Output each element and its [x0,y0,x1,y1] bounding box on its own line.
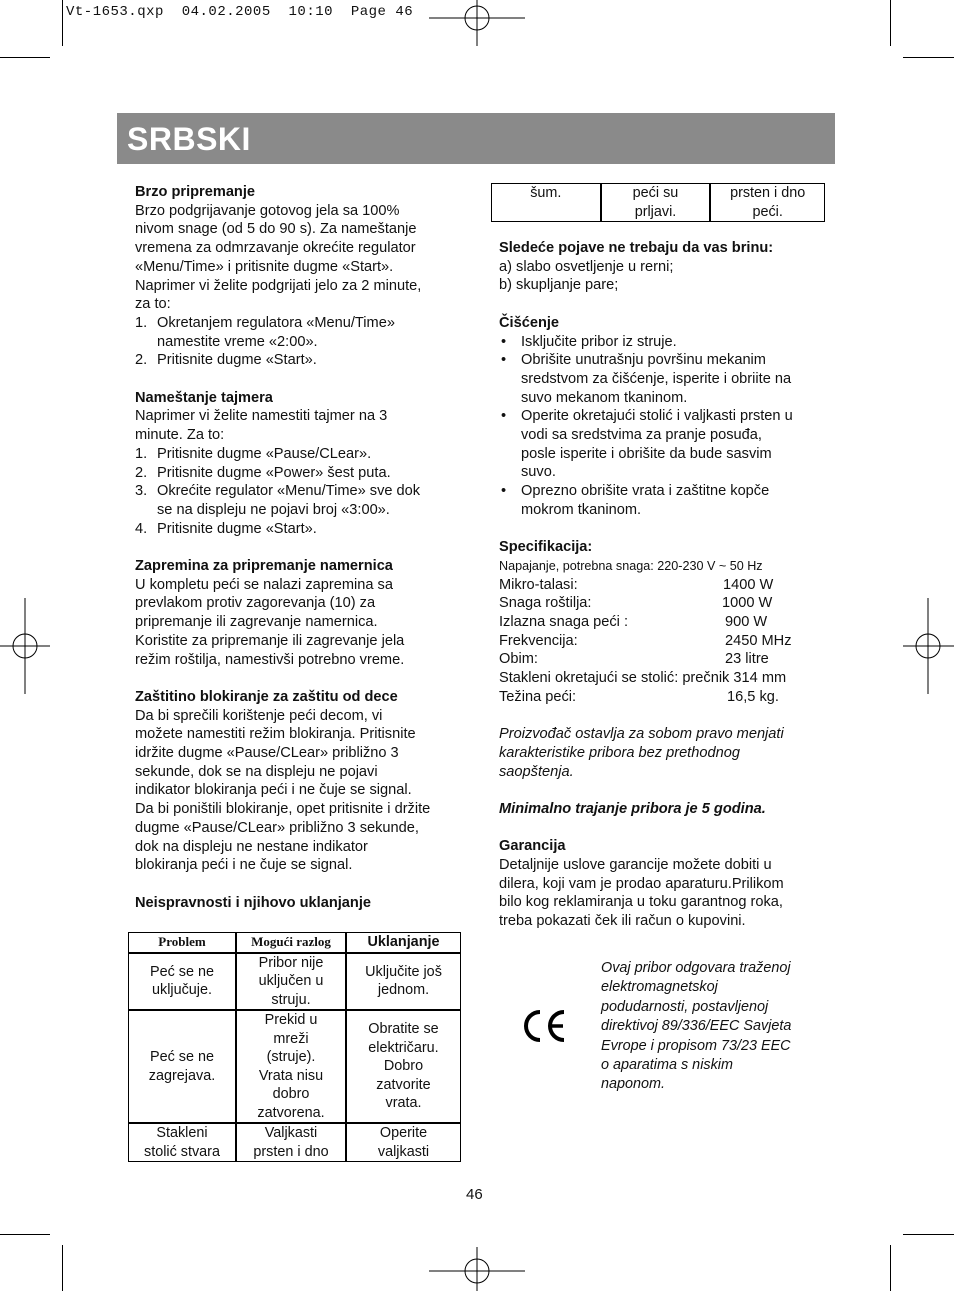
spec-value: 16,5 kg. [727,688,779,705]
text-line: blokiranja peći i ne čuje se signal. [135,857,353,874]
text-line: šum. [530,185,562,201]
ce-conformity-text [601,959,831,1095]
text-line: Detaljnije uslove garancije možete dobiti u [499,857,772,874]
text-line: prevlakom protiv zagorevanja (10) za [135,595,376,612]
spec-label: Frekvencija: [499,632,578,649]
spec-row [499,650,829,669]
registration-mark-bottom [429,1247,525,1291]
spec-row [499,576,829,595]
text-line: prljavi. [634,203,677,220]
section-title-specifications: Specifikacija: [499,539,593,556]
text-line: • Operite okretajući stolić i valjkasti prsten u [521,408,793,425]
section-title-cleaning: Čišćenje [499,314,560,331]
table-row [128,1123,461,1162]
text-line: mreži [273,1030,309,1047]
step-number: 1. [135,445,148,462]
text-line: a) slabo osvetljenje u rerni; [499,258,674,275]
text-line: Brzo podgrijavanje gotovog jela sa 100% [135,202,400,219]
text-line: zagrejava. [148,1067,216,1084]
spec-row [499,594,829,613]
text-line: Pritisnite dugme «Start». [157,520,317,537]
table-cell [346,953,461,1011]
text-line: indikator blokiranja peći i ne čuje se signal. [135,782,412,799]
section-title-no-worry: Sledeće pojave ne trebaju da vas brinu: [499,240,774,256]
list-item [135,520,465,539]
ce-mark-icon [520,1008,568,1044]
table-cell [236,953,346,1011]
text-line: Dobro [383,1058,424,1075]
table-row [491,183,825,222]
text-line: posle isperite i obrišite da bude sasvim [521,445,772,462]
table-header-row [128,932,461,953]
timer-steps [135,445,465,539]
service-life-note: Minimalno trajanje pribora je 5 godina. [499,800,766,817]
manufacturer-note: Proizvođač ostavlja za sobom pravo menjati [499,726,784,743]
text-line: prsten i dno [730,185,806,201]
text-line: se na displeju ne pojavi broj «3:00». [157,501,390,518]
spec-value: 2450 MHz [725,632,792,649]
spec-label: Obim: [499,651,538,668]
text-line: Prekid u [264,1012,318,1028]
text-line: režim roštilja, namestivši potrebno vreme. [135,651,405,668]
text-line: b) skupljanje pare; [499,277,619,294]
table-cell [491,183,601,222]
section-title-troubleshooting: Neispravnosti i njihovo uklanjanje [135,894,371,911]
text-line: Stakleni [156,1125,208,1141]
text-line: mokrom tkaninom. [521,501,642,518]
text-line: idržite dugme «Pause/CLear» približno 3 [135,745,399,762]
table-cell [128,953,236,1011]
table-cell [346,1010,461,1123]
text-line: Okretanjem regulatora «Menu/Time» [157,314,395,331]
text-line: suvo mekanom tkaninom. [521,389,688,406]
spec-value: 900 W [725,614,768,630]
text-line: Naprimer vi želite podgrijati jelo za 2 minute, [135,277,422,294]
spec-row [499,613,829,632]
spec-turntable: Stakleni okretajući se stolić: prečnik 314 mm [499,670,787,687]
column-header-problem: Problem [128,932,236,953]
cleaning-list [499,333,829,520]
table-cell [128,1123,236,1162]
step-number: 2. [135,352,148,369]
list-item [499,351,829,407]
text-line: Peć se ne [150,1049,214,1065]
table-cell [128,1010,236,1123]
manufacturer-note: saopštenja. [499,763,574,780]
text-line: Uključite još [365,963,442,980]
text-line: možete namestiti režim blokiranja. Pritisnite [135,726,416,743]
table-row [128,1010,461,1123]
text-line: valjkasti [377,1143,430,1160]
spec-row [499,688,829,707]
text-line: • Oprezno obrišite vrata i zaštitne kopče [521,483,770,500]
text-line: Valjkasti [264,1125,318,1141]
text-line: Ovaj pribor odgovara traženoj [601,960,791,976]
text-line: elektromagnetskoj [601,979,718,996]
text-line: struju. [271,991,311,1008]
text-line: stolić stvara [144,1143,220,1160]
spec-value: 1000 W [722,595,773,612]
text-line: (struje). [266,1049,316,1065]
text-line: Vrata nisu [258,1067,324,1084]
table-row [128,953,461,1011]
section-title-timer: Nameštanje tajmera [135,389,273,406]
text-line: bilo kog reklamiranja u toku garantnog roka, [499,894,783,911]
text-line: vremena za odmrzavanje okrećite regulator [135,240,416,257]
right-column [499,239,829,931]
text-line: suvo. [521,464,556,481]
text-line: uključen u [258,973,324,989]
page-number: 46 [466,1186,483,1203]
spec-value: 23 litre [725,651,769,668]
section-title-warranty: Garancija [499,838,566,855]
text-line: «Menu/Time» i pritisnite dugme «Start». [135,258,394,275]
quick-cooking-steps [135,314,465,370]
text-line: Peć se ne [150,963,214,980]
table-cell [346,1123,461,1162]
text-line: Pritisnite dugme «Power» šest puta. [157,464,391,481]
text-line: sekunde, dok se na displeju ne pojavi [135,763,378,780]
troubleshooting-table-continued [491,183,825,222]
step-number: 1. [135,314,148,331]
text-line: dobro [272,1086,310,1102]
text-line: Pritisnite dugme «Start». [157,352,317,369]
text-line: Operite [379,1125,428,1141]
text-line: vrata. [385,1095,422,1112]
table-cell [236,1010,346,1123]
table-cell [710,183,825,222]
text-line: zatvorena. [257,1104,325,1121]
text-line: • Obrišite unutrašnju površinu mekanim [521,352,766,369]
list-item [135,351,465,370]
spec-value: 1400 W [723,576,774,593]
spec-row [499,632,829,651]
text-line: Evrope i propisom 73/23 EEC [601,1037,791,1054]
left-column [135,183,465,912]
list-item [135,445,465,464]
spec-label: Snaga roštilja: [499,595,592,612]
text-line: prsten i dno [253,1143,329,1160]
language-header-bar [117,113,835,164]
text-line: naponom. [601,1076,666,1093]
list-item [499,482,829,519]
text-line: Koristite za pripremanje ili zagrevanje jela [135,632,405,649]
text-line: direktivoj 89/336/EEC Savjeta [601,1018,792,1035]
list-item [499,407,829,482]
text-line: Obratite se [368,1021,439,1038]
text-line: zatvorite [376,1076,431,1093]
text-line: Pritisnite dugme «Pause/CLear». [157,445,372,462]
text-line: treba pokazati ček ili račun o kupovini. [499,913,746,930]
step-number: 4. [135,520,148,537]
manufacturer-note: karakteristike pribora bez prethodnog [499,744,740,761]
print-slug: Vt-1653.qxp 04.02.2005 10:10 Page 46 [66,4,414,20]
text-line: • Isključite pribor iz struje. [521,333,677,350]
text-line: namestite vreme «2:00». [157,333,318,350]
spec-label: Izlazna snaga peći : [499,614,628,630]
text-line: uključuje. [152,982,212,999]
text-line: podudarnosti, postavljenoj [601,998,769,1015]
text-line: električaru. [368,1039,439,1056]
text-line: Da bi sprečili korištenje peći decom, vi [135,707,383,724]
table-cell [601,183,711,222]
troubleshooting-table [128,932,461,1162]
step-number: 2. [135,464,148,481]
text-line: za to: [135,296,171,313]
text-line: Pribor nije [258,954,324,971]
text-line: nivom snage (od 5 do 90 s). Za nameštanje [135,221,417,238]
spec-label: Težina peći: [499,688,577,705]
section-title-child-lock: Zaštitino blokiranje za zaštitu od dece [135,688,398,705]
language-title: SRBSKI [127,121,251,157]
text-line: dugme «Pause/CLear» približno 3 sekunde, [135,819,419,836]
text-line: dok na displeju ne nestane indikator [135,838,368,855]
list-item [135,464,465,483]
text-line: peći su [632,185,679,201]
text-line: vodi sa sredstvima za pranje posuđa, [521,427,762,444]
spec-label: Mikro-talasi: [499,576,578,593]
registration-mark-left [0,598,50,694]
column-header-cause: Mogući razlog [236,932,346,953]
section-title-quick-cooking: Brzo pripremanje [135,184,256,200]
text-line: sredstvom za čišćenje, isperite i obriite na [521,370,792,387]
text-line: Okrećite regulator «Menu/Time» sve dok [157,483,421,500]
text-line: o aparatima s niskim [601,1057,733,1074]
registration-mark-top [429,0,525,46]
column-header-remedy: Uklanjanje [346,932,461,953]
text-line: jednom. [377,982,430,999]
text-line: minute. Za to: [135,427,225,444]
list-item [499,333,829,352]
text-line: dilera, koji vam je prodao aparaturu.Prilikom [499,875,784,892]
list-item [135,314,465,351]
text-line: Naprimer vi želite namestiti tajmer na 3 [135,408,388,425]
quick-cooking-body [135,202,465,314]
step-number: 3. [135,483,148,500]
text-line: pripremanje ili zagrevanje namernica. [135,614,378,631]
text-line: Da bi poništili blokiranje, opet pritisnite i držite [135,801,431,818]
text-line: peći. [752,203,783,220]
text-line: U kompletu peći se nalazi zapremina sa [135,576,393,593]
list-item [135,482,465,519]
section-title-container: Zapremina za pripremanje namernica [135,558,393,575]
spec-power-supply: Napajanje, potrebna snaga: 220-230 V ~ 50 Hz [499,558,763,573]
table-cell [236,1123,346,1162]
registration-mark-right [903,598,954,694]
